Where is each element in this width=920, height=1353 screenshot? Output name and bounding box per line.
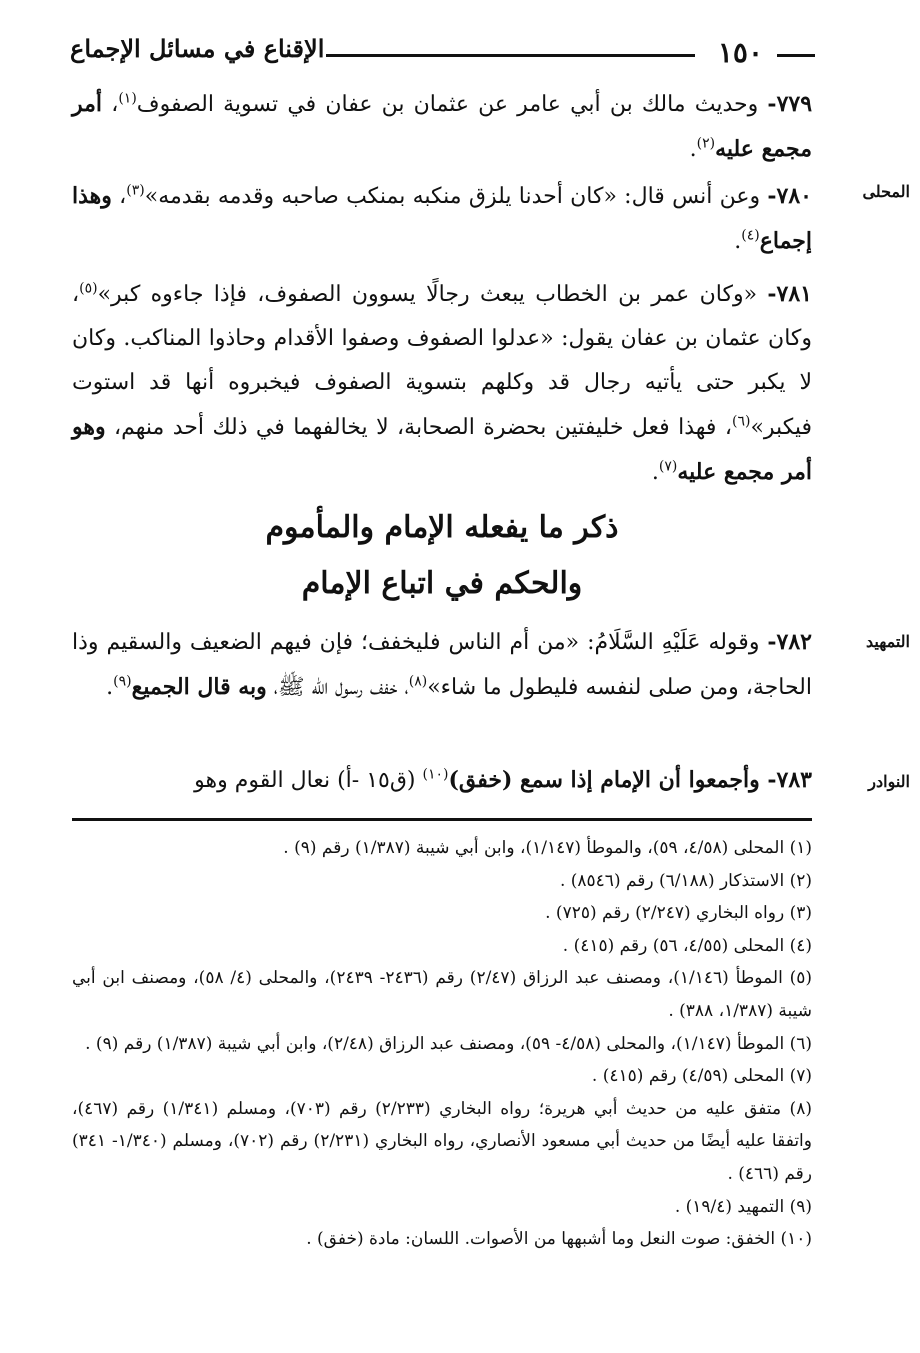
header-rule [326, 54, 695, 57]
header-rule-short [777, 54, 815, 57]
footnote-7: (٧) المحلى (٤/٥٩) رقم (٤١٥) . [591, 1066, 812, 1087]
punctuation: . [689, 137, 697, 162]
paragraph-779 [72, 82, 812, 172]
book-title: الإقناع في مسائل الإجماع [70, 34, 325, 63]
item-number: ٧٨٢- [767, 629, 812, 655]
paragraph-text: (ق١٥ -أ) نعال القوم وهو [194, 768, 423, 793]
footnote-ref: (٤) [741, 227, 760, 244]
footnote-separator [72, 818, 812, 821]
paragraph-text: ، وكان عثمان بن عفان يقول: «عدلوا الصفوف وصفوا الأقدام وحاذوا المناكب. وكان لا يكبر حتى يأتيه رجال قد وكلهم بتسوية الصفوف فيخبروه أنها قد استوت فيكبر» [72, 282, 812, 440]
punctuation: . [106, 675, 114, 700]
footnote-ref: (٧) [658, 458, 678, 475]
margin-source-tamhid: التمهيد [866, 632, 910, 651]
footnote-ref: (٢) [696, 135, 716, 152]
footnotes-list [72, 832, 812, 1256]
punctuation: ، [102, 92, 119, 117]
paragraph-text: ، خفف رسول الله ﷺ، [266, 675, 409, 700]
footnote-10: (١٠) الخفق: صوت النعل وما أشبهها من الأصوات. اللسان: مادة (خفق) . [306, 1229, 812, 1250]
ruling-text: وأجمعوا أن الإمام إذا سمع (خفق) [448, 767, 768, 793]
margin-source-nawadir: النوادر [868, 772, 910, 791]
footnote-ref: (١) [118, 90, 137, 107]
item-number: ٧٨٠- [767, 183, 812, 209]
footnote-3: (٣) رواه البخاري (٢/٢٤٧) رقم (٧٢٥) . [545, 903, 812, 924]
section-heading-line-2: والحكم في اتباع الإمام [301, 566, 583, 601]
footnote-1: (١) المحلى (٤/٥٨، ٥٩)، والموطأ (١/١٤٧)، وابن أبي شيبة (١/٣٨٧) رقم (٩) . [283, 838, 812, 858]
item-number: ٧٨١- [767, 281, 812, 307]
ruling-text: وبه قال الجميع [131, 674, 267, 700]
section-heading-line-1: ذكر ما يفعله الإمام والمأموم [265, 510, 619, 545]
ruling-text: وهذا إجماع [72, 183, 812, 254]
footnote-2: (٢) الاستذكار (٦/١٨٨) رقم (٨٥٤٦) . [559, 870, 812, 891]
paragraph-text: وعن أنس قال: «كان أحدنا يلزق منكبه بمنكب صاحبه وقدمه بقدمه» [144, 184, 768, 209]
paragraph-783 [72, 758, 812, 803]
paragraph-text: وحديث مالك بن أبي عامر عن عثمان بن عفان في تسوية الصفوف [136, 92, 768, 117]
ruling-text: أمر مجمع عليه [72, 91, 812, 162]
footnote-ref: (٩) [113, 673, 132, 690]
footnote-ref: (٥) [79, 280, 98, 297]
page-number: ١٥٠ [717, 36, 763, 69]
footnote-5: (٥) الموطأ (١/١٤٦)، ومصنف عبد الرزاق (٢/٤٧) رقم (٢٤٣٦- ٢٤٣٩)، والمحلى (٤/ ٥٨)، ومصنف ابن أبي شيبة (١/٣٨٧، ٣٨٨) . [72, 968, 812, 1021]
footnote-ref: (٨) [408, 673, 428, 690]
item-number: ٧٨٣- [767, 767, 812, 793]
footnote-9: (٩) التمهيد (١٩/٤) . [674, 1196, 812, 1217]
margin-source-muhalla: المحلى [862, 182, 910, 201]
paragraph-782 [72, 620, 812, 710]
paragraph-781 [72, 272, 812, 495]
footnote-ref: (١٠) [422, 766, 449, 783]
paragraph-text: وقوله عَلَيْهِ السَّلَامُ: «من أم الناس فليخفف؛ فإن فيهم الضعيف والسقيم وذا الحاجة، ومن صلى لنفسه فليطول ما شاء» [72, 630, 812, 700]
running-header [70, 30, 815, 74]
punctuation: . [651, 460, 659, 485]
paragraph-780 [72, 174, 812, 264]
punctuation: ، [111, 184, 127, 209]
paragraph-text: «وكان عمر بن الخطاب يبعث رجالًا يسوون الصفوف، فإذا جاءوه كبر» [97, 282, 768, 307]
footnote-ref: (٦) [731, 413, 751, 430]
item-number: ٧٧٩- [767, 91, 813, 117]
footnote-ref: (٣) [126, 182, 145, 199]
footnote-8: (٨) متفق عليه من حديث أبي هريرة؛ رواه البخاري (٢/٢٣٣) رقم (٧٠٣)، ومسلم (١/٣٤١) رقم (٤٦٧)، واتفقا عليه أيضًا من حديث أبي مسعود الأنصاري، رواه البخاري (٢/٢٣١) رقم (٧٠٢)، ومسلم (١/٣٤٠- ٣٤١) رقم (٤٦٦) . [72, 1098, 812, 1184]
ruling-text: وهو أمر مجمع عليه [72, 414, 812, 485]
punctuation: . [734, 229, 742, 254]
paragraph-text: ، فهذا فعل خليفتين بحضرة الصحابة، لا يخالفهما في ذلك أحد منهم، [105, 415, 732, 440]
footnote-6: (٦) الموطأ (١/١٤٧)، والمحلى (٤/٥٨- ٥٩)، ومصنف عبد الرزاق (٢/٤٨)، وابن أبي شيبة (١/٣٨٧) رقم (٩) . [85, 1033, 812, 1054]
footnote-4: (٤) المحلى (٤/٥٥، ٥٦) رقم (٤١٥) . [562, 935, 812, 956]
